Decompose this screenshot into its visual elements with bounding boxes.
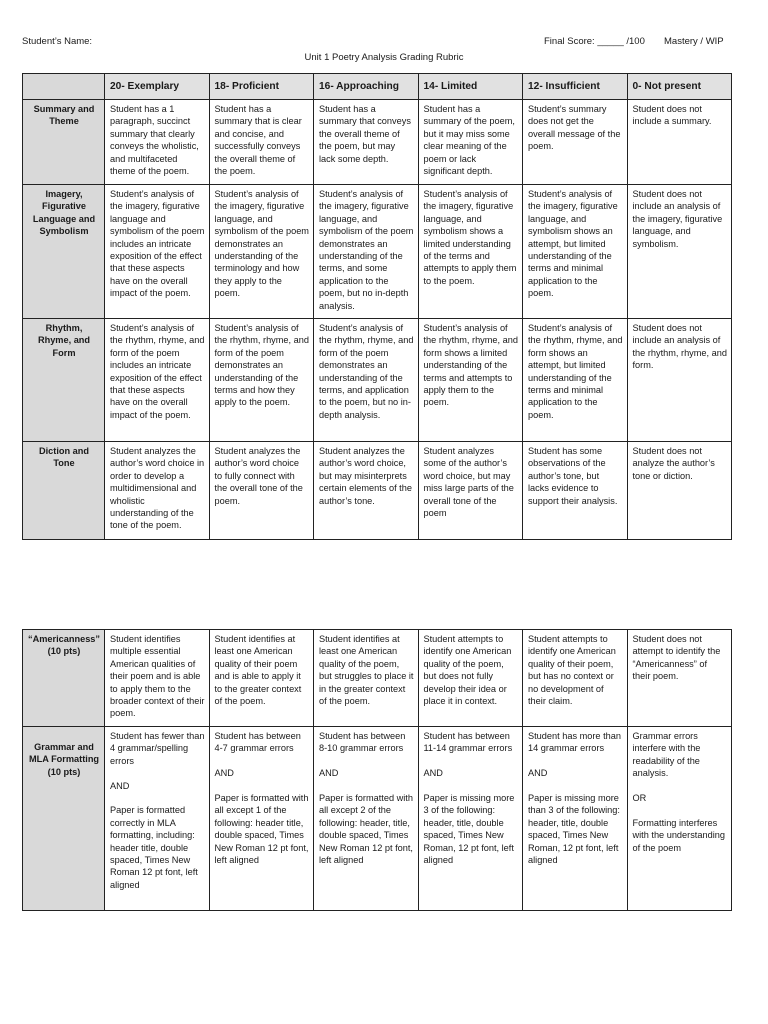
rubric-cell: Student has between 4-7 grammar errors AND Paper is formatted with all except 1 of the following: header title, double spaced, Times New Roman 12 pt font, left aligned [209,727,314,911]
rubric-cell: Student has more than 14 grammar errors AND Paper is missing more than 3 of the following: header, title, double spaced, Times New Roman, 12 pt font, left aligned [523,727,628,911]
rubric-cell: Student analyzes the author’s word choice to fully connect with the overall tone of the poem. [209,442,314,540]
rubric-header-row [23,74,732,100]
rubric-cell: Student’s analysis of the imagery, figurative language, and symbolism of the poem demonstrates an understanding of the terms, and some application to the poem, but no in-depth analysis. [314,185,419,319]
rubric-row-americanness [23,630,732,727]
rubric-cell: Student has fewer than 4 grammar/spelling errors AND Paper is formatted correctly in MLA formatting, including: header title, double spaced, Times New Roman 12 pt font, left aligned [105,727,210,911]
student-name-label: Student’s Name: [22,36,93,47]
col-header-exemplary: 20- Exemplary [105,74,210,100]
rubric-row-rhythm [23,319,732,442]
rubric-table [22,73,732,540]
rubric-cell: Student has between 8-10 grammar errors AND Paper is formatted with all except 2 of the following: header, title, double spaced, Times New Roman 12 pt font, left aligned [314,727,419,911]
rubric-cell: Student’s analysis of the rhythm, rhyme, and form of the poem demonstrates an understanding of the terms, and application to the poem, but no in-depth analysis. [314,319,419,442]
rubric-title: Unit 1 Poetry Analysis Grading Rubric [304,52,464,63]
rubric-cell: Student does not include an analysis of the imagery, figurative language, and symbolism. [627,185,732,319]
rubric-cell: Student has a summary that is clear and concise, and successfully conveys the overall theme of the poem. [209,100,314,185]
rubric-cell: Student does not include an analysis of the rhythm, rhyme, and form. [627,319,732,442]
rubric-cell: Student identifies at least one American quality of the poem, but struggles to place it in the greater context of the poem. [314,630,419,727]
rubric-cell: Student analyzes the author’s word choice in order to develop a multidimensional and wholistic understanding of the tone of the poem. [105,442,210,540]
rubric-cell: Student’s analysis of the imagery, figurative language, and symbolism shows an attempt, but limited understanding of the terms and minimal application to the poem. [523,185,628,319]
rubric-cell: Student has a 1 paragraph, succinct summary that clearly conveys the wholistic, and multifaceted theme of the poem. [105,100,210,185]
criterion-label: Summary and Theme [23,100,105,185]
rubric-cell: Student identifies at least one American quality of their poem and is able to apply it to the greater context of the poem. [209,630,314,727]
rubric-cell: Student has some observations of the author’s tone, but lacks evidence to support their analysis. [523,442,628,540]
rubric-cell: Student does not include a summary. [627,100,732,185]
criterion-label: “Americanness” (10 pts) [23,630,105,727]
rubric-cell: Student’s analysis of the rhythm, rhyme, and form of the poem includes an intricate exposition of the effect that these aspects have on the overall impact of the poem. [105,319,210,442]
final-score-label: Final Score: _____ /100 [544,36,645,47]
mastery-label: Mastery / WIP [664,36,724,47]
col-header-limited: 14- Limited [418,74,523,100]
col-header-insufficient: 12- Insufficient [523,74,628,100]
criterion-label: Imagery, Figurative Language and Symbolism [23,185,105,319]
rubric-row-summary [23,100,732,185]
rubric-cell: Grammar errors interfere with the readability of the analysis. OR Formatting interferes with the understanding of the poem [627,727,732,911]
col-header-not-present: 0- Not present [627,74,732,100]
rubric-cell: Student’s analysis of the imagery, figurative language, and symbolism of the poem demonstrates an understanding of the terminology and how they apply to the poem. [209,185,314,319]
rubric-cell: Student has a summary of the poem, but it may miss some clear meaning of the poem or lack significant depth. [418,100,523,185]
criterion-label: Diction and Tone [23,442,105,540]
rubric-cell: Student analyzes some of the author’s word choice, but may miss large parts of the overall tone of the poem [418,442,523,540]
rubric-cell: Student’s analysis of the imagery, figurative language and symbolism of the poem includes an intricate exposition of the effect that these aspects have on the overall impact of the poem. [105,185,210,319]
header-corner [23,74,105,100]
rubric-cell: Student’s analysis of the rhythm, rhyme, and form shows an attempt, but limited understanding of the terms and minimal application to the poem. [523,319,628,442]
rubric-cell: Student does not analyze the author’s tone or diction. [627,442,732,540]
col-header-proficient: 18- Proficient [209,74,314,100]
rubric-cell: Student has a summary that conveys the overall theme of the poem, but may lack some depth. [314,100,419,185]
rubric-cell: Student attempts to identify one American quality of their poem, but has no context or no development of their claim. [523,630,628,727]
rubric-cell: Student’s analysis of the rhythm, rhyme, and form shows a limited understanding of the terms and attempts to apply them to the poem. [418,319,523,442]
rubric-cell: Student has between 11-14 grammar errors AND Paper is missing more 3 of the following: header, title, double spaced, Times New Roman, 12 pt font, left aligned [418,727,523,911]
rubric-cell: Student analyzes the author’s word choice, but may misinterprets certain elements of the author’s tone. [314,442,419,540]
col-header-approaching: 16- Approaching [314,74,419,100]
rubric-row-diction [23,442,732,540]
rubric-cell: Student’s analysis of the imagery, figurative language, and symbolism shows a limited understanding of the terms and attempts to apply them to the poem. [418,185,523,319]
rubric-cell: Student does not attempt to identify the “Americanness” of their poem. [627,630,732,727]
criterion-label: Rhythm, Rhyme, and Form [23,319,105,442]
rubric-cell: Student’s summary does not get the overall message of the poem. [523,100,628,185]
rubric-row-imagery [23,185,732,319]
rubric-row-grammar [23,727,732,911]
rubric-cell: Student attempts to identify one American quality of the poem, but does not fully develop their idea or place it in context. [418,630,523,727]
criterion-label: Grammar and MLA Formatting (10 pts) [23,727,105,911]
rubric-cell: Student’s analysis of the rhythm, rhyme, and form of the poem demonstrates an understanding of the terms and how they apply to the poem. [209,319,314,442]
rubric-cell: Student identifies multiple essential American qualities of their poem and is able to apply them to the broader context of their poem. [105,630,210,727]
rubric-table-continued [22,629,732,911]
